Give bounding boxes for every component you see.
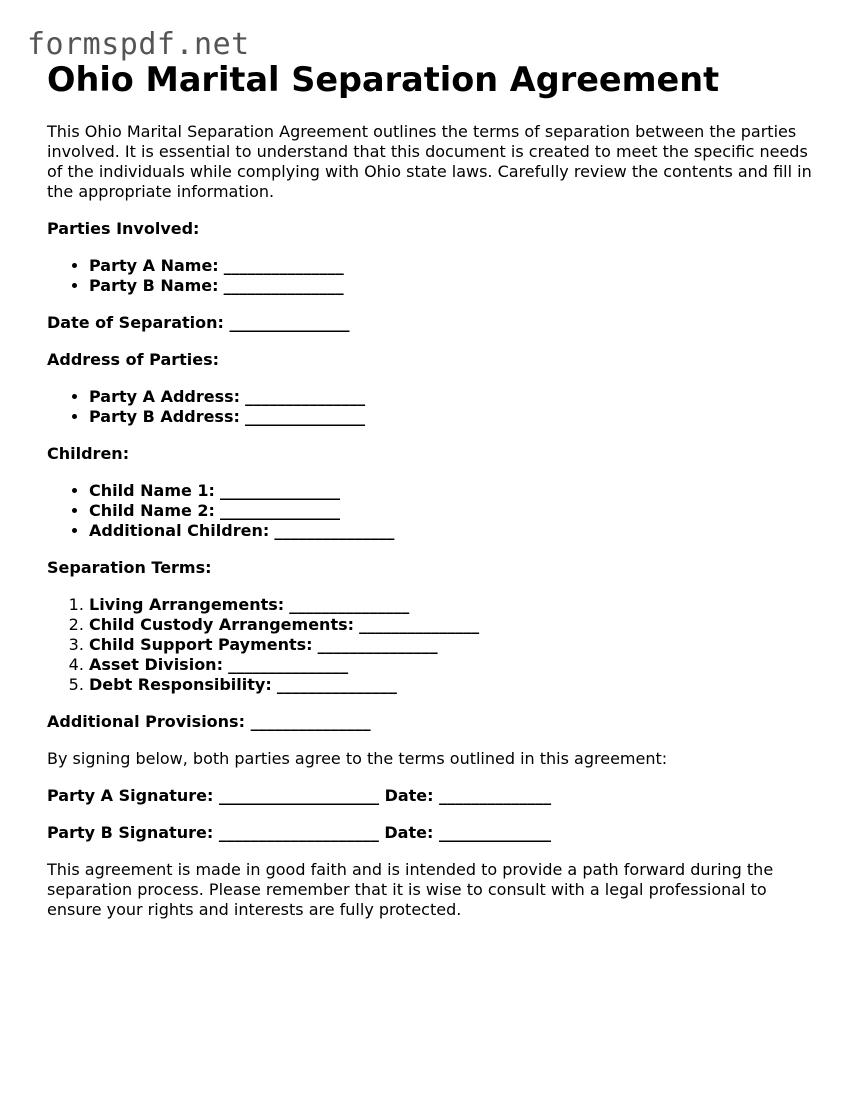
debt-responsibility-label: Debt Responsibility: [89, 675, 272, 694]
party-a-date-label: Date: [384, 786, 434, 805]
child-support-label: Child Support Payments: [89, 635, 313, 654]
additional-children-field[interactable]: _______________ [274, 521, 395, 540]
party-a-address-field[interactable]: _______________ [245, 387, 366, 406]
party-b-address-field[interactable]: _______________ [244, 407, 365, 426]
list-item [89, 387, 817, 407]
document-title: Ohio Marital Separation Agreement [47, 60, 720, 99]
list-item [89, 521, 817, 541]
list-item [89, 501, 817, 521]
parties-heading: Parties Involved: [47, 219, 200, 238]
child-support-field[interactable]: _______________ [317, 635, 438, 654]
party-b-signature-label: Party B Signature: [47, 823, 214, 842]
children-list [47, 481, 817, 541]
list-item [89, 276, 817, 296]
list-item [89, 595, 817, 615]
date-of-separation [47, 313, 817, 333]
party-a-signature-label: Party A Signature: [47, 786, 214, 805]
terms-heading: Separation Terms: [47, 558, 212, 577]
parties-list [47, 256, 817, 296]
additional-provisions-field[interactable]: _______________ [250, 712, 371, 731]
list-item [89, 635, 817, 655]
watermark: formspdf.net [27, 27, 250, 62]
children-heading: Children: [47, 444, 130, 463]
party-b-name-label: Party B Name: [89, 276, 219, 295]
document-page [47, 58, 817, 920]
party-a-name-label: Party A Name: [89, 256, 219, 275]
list-item [89, 655, 817, 675]
asset-division-field[interactable]: _______________ [228, 655, 349, 674]
party-a-signature-line [47, 786, 817, 806]
terms-list [47, 595, 817, 695]
party-b-signature-line [47, 823, 817, 843]
party-a-name-field[interactable]: _______________ [223, 256, 344, 275]
asset-division-label: Asset Division: [89, 655, 223, 674]
list-item [89, 407, 817, 427]
living-arrangements-label: Living Arrangements: [89, 595, 285, 614]
address-heading: Address of Parties: [47, 350, 220, 369]
party-b-date-field[interactable]: ______________ [438, 823, 551, 842]
party-a-date-field[interactable]: ______________ [439, 786, 552, 805]
address-list [47, 387, 817, 427]
child-custody-label: Child Custody Arrangements: [89, 615, 355, 634]
additional-provisions [47, 712, 817, 732]
list-item [89, 675, 817, 695]
additional-provisions-label: Additional Provisions: [47, 712, 245, 731]
party-b-date-label: Date: [384, 823, 434, 842]
child-name-2-label: Child Name 2: [89, 501, 215, 520]
child-name-1-field[interactable]: _______________ [220, 481, 341, 500]
additional-children-label: Additional Children: [89, 521, 270, 540]
intro-paragraph: This Ohio Marital Separation Agreement outlines the terms of separation between the parties involved. It is essential to understand that this document is created to meet the specific needs of the individuals while complying with Ohio state laws. Carefully review the contents and fill in the appropriate information. [47, 122, 812, 201]
party-b-name-field[interactable]: _______________ [223, 276, 344, 295]
list-item [89, 481, 817, 501]
party-a-signature-field[interactable]: ____________________ [219, 786, 379, 805]
living-arrangements-field[interactable]: _______________ [289, 595, 410, 614]
agree-statement: By signing below, both parties agree to the terms outlined in this agreement: [47, 749, 668, 768]
closing-paragraph: This agreement is made in good faith and is intended to provide a path forward during the separation process. Please remember that it is wise to consult with a legal professional to ensure your rights and interests are fully protected. [47, 860, 774, 919]
debt-responsibility-field[interactable]: _______________ [276, 675, 397, 694]
child-name-1-label: Child Name 1: [89, 481, 215, 500]
list-item [89, 256, 817, 276]
child-name-2-field[interactable]: _______________ [220, 501, 341, 520]
date-of-separation-field[interactable]: _______________ [229, 313, 350, 332]
party-b-address-label: Party B Address: [89, 407, 240, 426]
date-of-separation-label: Date of Separation: [47, 313, 224, 332]
party-b-signature-field[interactable]: ____________________ [218, 823, 379, 842]
list-item [89, 615, 817, 635]
party-a-address-label: Party A Address: [89, 387, 241, 406]
child-custody-field[interactable]: _______________ [359, 615, 480, 634]
